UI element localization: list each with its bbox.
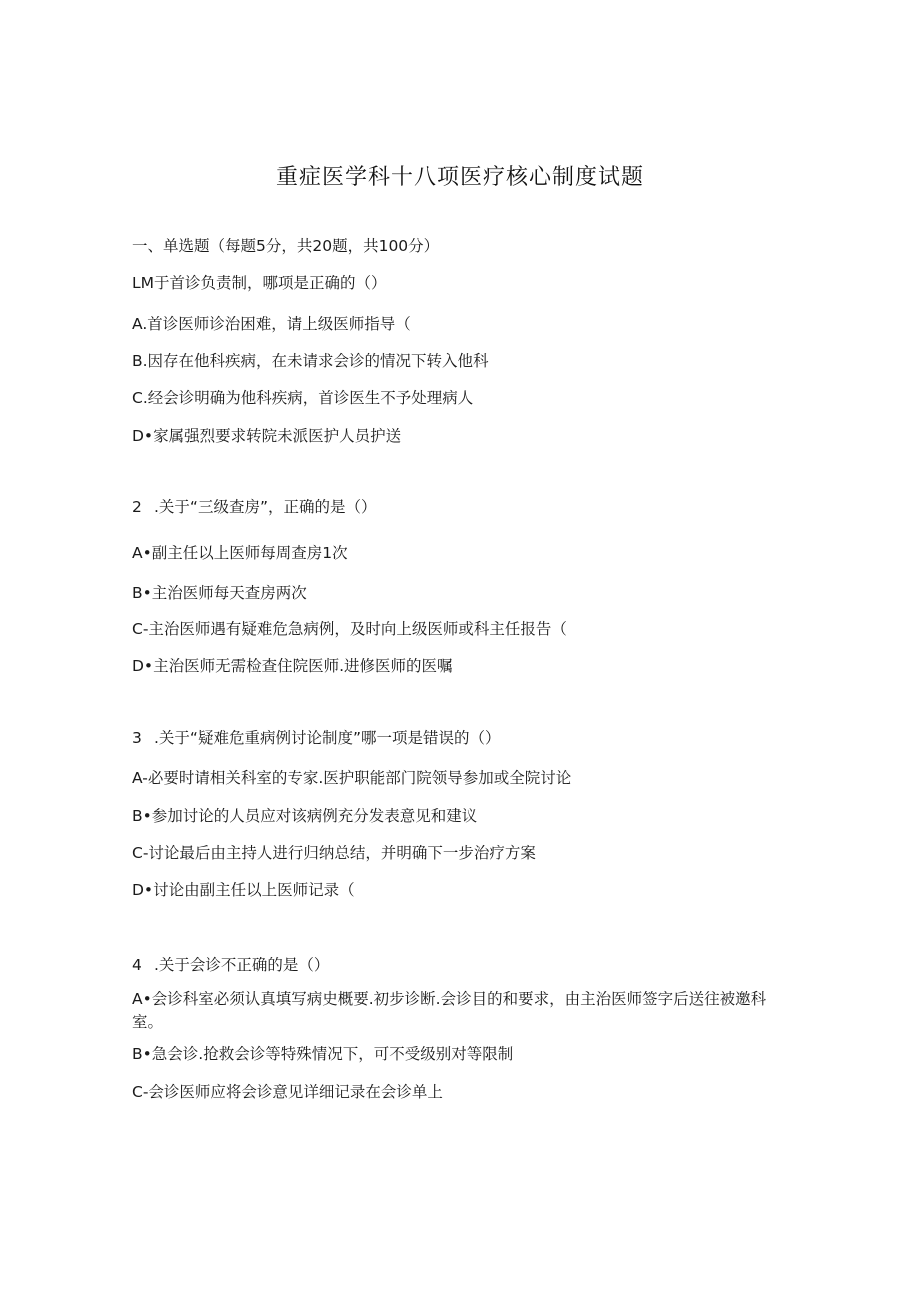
question-1-option-c: C.经会诊明确为他科疾病，首诊医生不予处理病人 [132, 389, 474, 407]
question-2-text: .关于“三级查房”，正确的是（） [154, 498, 377, 516]
question-4-option-b: B•急会诊.抢救会诊等特殊情况下，可不受级别对等限制 [132, 1045, 514, 1063]
question-1-option-a: A.首诊医师诊治困难，请上级医师指导（ [132, 315, 411, 333]
question-1-option-b: B.因存在他科疾病，在未请求会诊的情况下转入他科 [132, 352, 489, 370]
question-3-option-d: D•讨论由副主任以上医师记录（ [132, 881, 355, 899]
question-2-option-d: D•主治医师无需检查住院医师.进修医师的医嘱 [132, 657, 453, 675]
question-3-option-b: B•参加讨论的人员应对该病例充分发表意见和建议 [132, 807, 478, 825]
section-heading: 一、单选题（每题5分，共20题，共100分） [132, 237, 440, 255]
question-3-stem [132, 726, 792, 750]
question-4-text: .关于会诊不正确的是（） [154, 956, 330, 974]
document-title: 重症医学科十八项医疗核心制度试题 [275, 165, 644, 190]
question-3-option-c: C-讨论最后由主持人进行归纳总结，并明确下一步治疗方案 [132, 844, 536, 862]
question-3-number: 3 [132, 729, 142, 747]
question-2-option-b: B•主治医师每天查房两次 [132, 584, 307, 602]
question-4-number: 4 [132, 956, 142, 974]
question-1-option-d: D•家属强烈要求转院未派医护人员护送 [132, 427, 402, 445]
question-2-stem [132, 495, 792, 519]
question-1-stem: LM于首诊负责制，哪项是正确的（） [132, 274, 387, 292]
question-2-option-c: C-主治医师遇有疑难危急病例，及时向上级医师或科主任报告（ [132, 620, 567, 638]
question-3-text: .关于“疑难危重病例讨论制度”哪一项是错误的（） [154, 729, 501, 747]
question-2-option-a: A•副主任以上医师每周查房1次 [132, 544, 348, 562]
question-4-option-a: A•会诊科室必须认真填写病史概要.初步诊断.会诊目的和要求，由主治医师签字后送往被邀科室。 [132, 990, 767, 1031]
question-2-number: 2 [132, 498, 142, 516]
question-4-stem [132, 953, 792, 977]
question-3-option-a: A-必要时请相关科室的专家.医护职能部门院领导参加或全院讨论 [132, 769, 572, 787]
question-4-option-c: C-会诊医师应将会诊意见详细记录在会诊单上 [132, 1083, 443, 1101]
